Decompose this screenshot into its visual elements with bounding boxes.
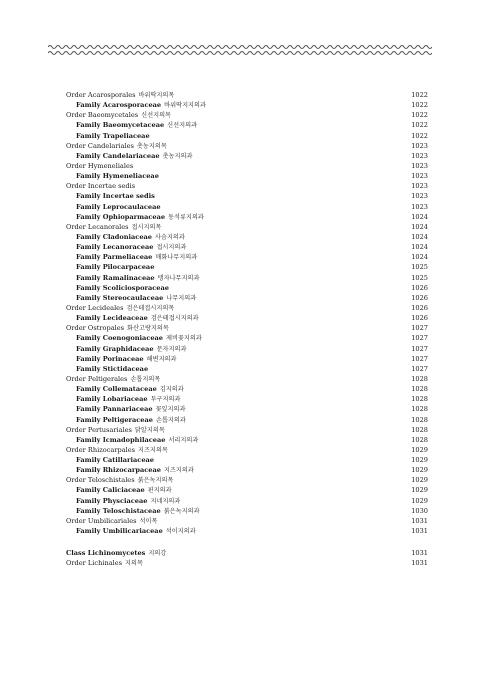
toc-entry[interactable] (66, 191, 428, 201)
toc-entry[interactable] (66, 404, 428, 414)
toc-entry[interactable] (66, 354, 428, 364)
entry-page-number: 1025 (411, 263, 428, 272)
entry-page-number: 1022 (411, 131, 428, 140)
entry-name: Family Umbilicariaceae (76, 527, 163, 536)
entry-korean-name: 매화나무지의과 (155, 254, 198, 262)
toc-entry[interactable] (66, 222, 428, 232)
entry-korean-name: 바위딱지지의과 (164, 102, 206, 110)
entry-page-number: 1024 (411, 212, 428, 221)
entry-name: Family Rhizocarpaceae (76, 466, 161, 475)
entry-korean-name: 핀지의과 (147, 487, 172, 495)
toc-entry[interactable] (66, 333, 428, 343)
entry-page-number: 1029 (411, 476, 428, 485)
entry-page-number: 1027 (411, 344, 428, 353)
entry-korean-name: 닭알지의목 (134, 426, 165, 434)
entry-korean-name: 화산고랑지의목 (127, 325, 169, 333)
entry-name: Family Peltigeraceae (76, 415, 153, 424)
entry-page-number: 1029 (411, 445, 428, 454)
entry-name: Family Ramalinaceae (76, 273, 155, 282)
entry-korean-name: 탱자나무지의과 (157, 274, 200, 282)
entry-name: Order Lichinales (66, 559, 123, 568)
entry-name: Family Lecideaceae (76, 314, 148, 323)
entry-name: Family Acarosporaceae (76, 101, 162, 110)
toc-entry[interactable] (66, 283, 428, 293)
toc-entry[interactable] (66, 344, 428, 354)
toc-entry[interactable] (66, 374, 428, 384)
toc-entry[interactable] (66, 262, 428, 272)
entry-korean-name: 지의목 (125, 560, 143, 568)
toc-entry[interactable] (66, 435, 428, 445)
toc-entry[interactable] (66, 475, 428, 485)
toc-entry[interactable] (66, 445, 428, 455)
entry-name: Family Baeomycetaceae (76, 121, 165, 130)
toc-entry[interactable] (66, 558, 428, 568)
toc-entry[interactable] (66, 141, 428, 151)
section-gap (66, 536, 428, 548)
toc-entry[interactable] (66, 212, 428, 222)
entry-page-number: 1022 (411, 91, 428, 99)
entry-page-number: 1027 (411, 364, 428, 373)
entry-page-number: 1023 (411, 161, 428, 170)
toc-entry[interactable] (66, 425, 428, 435)
entry-name: Order Acarosporales (66, 91, 136, 99)
entry-name: Family Scoliciosporaceae (76, 283, 169, 292)
entry-page-number: 1028 (411, 374, 428, 383)
entry-name: Order Baeomycetales (66, 111, 139, 120)
entry-page-number: 1029 (411, 496, 428, 505)
entry-name: Family Porinaceae (76, 354, 144, 363)
entry-page-number: 1029 (411, 486, 428, 495)
entry-name: Family Ophioparmaceae (76, 212, 166, 221)
entry-page-number: 1031 (411, 549, 428, 558)
entry-korean-name: 붉은녹지의목 (137, 477, 174, 485)
entry-page-number: 1028 (411, 385, 428, 394)
toc-entry[interactable] (66, 110, 428, 120)
entry-name: Family Incertae sedis (76, 192, 155, 201)
toc-entry[interactable] (66, 526, 428, 536)
entry-korean-name: 동석류지의과 (168, 213, 204, 221)
entry-page-number: 1023 (411, 151, 428, 160)
entry-name: Order Incertae sedis (66, 182, 136, 191)
entry-page-number: 1024 (411, 253, 428, 262)
entry-korean-name: 촛농지의과 (162, 152, 193, 160)
entry-korean-name: 석이목 (139, 517, 158, 525)
entry-korean-name: 접시지의목 (131, 223, 162, 231)
toc-entry[interactable] (66, 394, 428, 404)
entry-korean-name: 사슴지의과 (155, 233, 185, 241)
entry-name: Family Teloschistaceae (76, 506, 161, 515)
entry-korean-name: 신선지의과 (167, 122, 198, 130)
entry-korean-name: 나무지의과 (166, 294, 197, 302)
entry-name: Family Stictidaceae (76, 364, 149, 373)
toc-entry[interactable] (66, 181, 428, 191)
entry-name: Family Cladoniaceae (76, 232, 152, 241)
toc-entry[interactable] (66, 364, 428, 374)
toc-entry[interactable] (66, 151, 428, 161)
toc-entry[interactable] (66, 202, 428, 212)
toc-entry[interactable] (66, 303, 428, 313)
entry-name: Family Hymeneliaceae (76, 172, 159, 181)
entry-name: Order Hymeneliales (66, 161, 134, 170)
entry-korean-name: 투구지의과 (150, 396, 181, 404)
toc-entry[interactable] (66, 90, 428, 100)
entry-page-number: 1023 (411, 202, 428, 211)
entry-page-number: 1028 (411, 425, 428, 434)
toc-entry[interactable] (66, 548, 428, 558)
entry-korean-name: 제비꽃지의과 (166, 335, 202, 343)
toc-entry[interactable] (66, 161, 428, 171)
entry-page-number: 1022 (411, 101, 428, 110)
toc-entry[interactable] (66, 100, 428, 110)
entry-page-number: 1026 (411, 283, 428, 292)
toc-entry[interactable] (66, 120, 428, 130)
entry-page-number: 1027 (411, 354, 428, 363)
entry-korean-name: 석이지의과 (165, 528, 196, 536)
entry-name: Family Graphidaceae (76, 344, 154, 353)
entry-name: Order Lecanorales (66, 222, 129, 231)
wave-border (48, 40, 432, 60)
entry-korean-name: 촛농지의목 (136, 142, 167, 150)
entry-name: Order Peltigerales (66, 374, 128, 383)
entry-korean-name: 검은테접시지의과 (150, 315, 199, 323)
toc-entry[interactable] (66, 242, 428, 252)
entry-name: Family Lobariaceae (76, 395, 148, 404)
entry-korean-name: 꽃잎지의과 (155, 406, 186, 414)
entry-page-number: 1027 (411, 324, 428, 333)
entry-name: Family Collemataceae (76, 385, 157, 394)
entry-page-number: 1027 (411, 334, 428, 343)
entry-name: Order Teloschistales (66, 476, 135, 485)
toc-entry[interactable] (66, 384, 428, 394)
entry-name: Order Ostropales (66, 324, 125, 333)
entry-name: Order Lecideales (66, 303, 124, 312)
entry-korean-name: 신선지의목 (141, 112, 172, 120)
entry-korean-name: 손톱지의목 (130, 375, 161, 383)
entry-page-number: 1029 (411, 456, 428, 465)
entry-name: Family Leprocaulaceae (76, 202, 161, 211)
entry-name: Order Rhizocarpales (66, 445, 136, 454)
toc-entry[interactable] (66, 293, 428, 303)
entry-page-number: 1026 (411, 303, 428, 312)
entry-page-number: 1024 (411, 232, 428, 241)
toc-entry[interactable] (66, 323, 428, 333)
entry-name: Family Pannariaceae (76, 405, 153, 414)
entry-page-number: 1028 (411, 435, 428, 444)
entry-korean-name: 지즈지의과 (163, 467, 194, 475)
entry-korean-name: 검은테접시지의목 (126, 304, 175, 312)
entry-name: Order Umbilicariales (66, 516, 137, 525)
entry-page-number: 1025 (411, 273, 428, 282)
toc-entry[interactable] (66, 455, 428, 465)
entry-name: Order Candelariales (66, 141, 134, 150)
toc-entry[interactable] (66, 131, 428, 141)
toc-entry[interactable] (66, 171, 428, 181)
table-of-contents (66, 90, 428, 568)
entry-korean-name: 지네지의과 (150, 497, 181, 505)
entry-page-number: 1024 (411, 222, 428, 231)
entry-name: Family Lecanoraceae (76, 243, 154, 252)
entry-page-number: 1026 (411, 314, 428, 323)
entry-page-number: 1024 (411, 243, 428, 252)
entry-korean-name: 지즈지의목 (138, 446, 168, 454)
entry-name: Family Catillariaceae (76, 456, 154, 465)
entry-page-number: 1023 (411, 141, 428, 150)
entry-korean-name: 지의강 (148, 550, 167, 558)
entry-name: Family Pilocarpaceae (76, 263, 155, 272)
toc-entry[interactable] (66, 506, 428, 516)
entry-page-number: 1023 (411, 192, 428, 201)
entry-korean-name: 문자지의과 (156, 345, 187, 353)
toc-entry[interactable] (66, 485, 428, 495)
entry-korean-name: 해변지의과 (146, 355, 177, 363)
entry-page-number: 1023 (411, 172, 428, 181)
toc-entry[interactable] (66, 415, 428, 425)
entry-page-number: 1031 (411, 516, 428, 525)
entry-page-number: 1031 (411, 527, 428, 536)
entry-name: Family Trapeliaceae (76, 131, 150, 140)
entry-page-number: 1022 (411, 111, 428, 120)
entry-page-number: 1028 (411, 405, 428, 414)
entry-page-number: 1029 (411, 466, 428, 475)
entry-name: Family Parmeliaceae (76, 253, 153, 262)
toc-entry[interactable] (66, 516, 428, 526)
entry-name: Class Lichinomycetes (66, 549, 146, 558)
toc-entry[interactable] (66, 313, 428, 323)
entry-name: Family Stereocaulaceae (76, 293, 164, 302)
entry-korean-name: 붉은녹지의과 (163, 507, 200, 515)
entry-korean-name: 김지의과 (159, 386, 184, 394)
entry-korean-name: 바위딱지의목 (138, 92, 175, 99)
entry-name: Family Coenogoniaceae (76, 334, 163, 343)
toc-entry[interactable] (66, 252, 428, 262)
entry-page-number: 1022 (411, 121, 428, 130)
entry-page-number: 1031 (411, 559, 428, 568)
entry-name: Family Caliciaceae (76, 486, 145, 495)
entry-page-number: 1028 (411, 395, 428, 404)
entry-page-number: 1023 (411, 182, 428, 191)
entry-page-number: 1028 (411, 415, 428, 424)
entry-page-number: 1030 (411, 506, 428, 515)
entry-korean-name: 접시지의과 (156, 244, 187, 252)
entry-korean-name: 서리지의과 (168, 436, 199, 444)
entry-name: Family Physciaceae (76, 496, 148, 505)
entry-page-number: 1026 (411, 293, 428, 302)
toc-entry[interactable] (66, 232, 428, 242)
entry-korean-name: 손톱지의과 (155, 416, 186, 424)
entry-name: Family Icmadophilaceae (76, 435, 166, 444)
entry-name: Family Candelariaceae (76, 151, 160, 160)
entry-name: Order Pertusariales (66, 425, 132, 434)
toc-entry[interactable] (66, 273, 428, 283)
toc-entry[interactable] (66, 465, 428, 475)
toc-entry[interactable] (66, 496, 428, 506)
